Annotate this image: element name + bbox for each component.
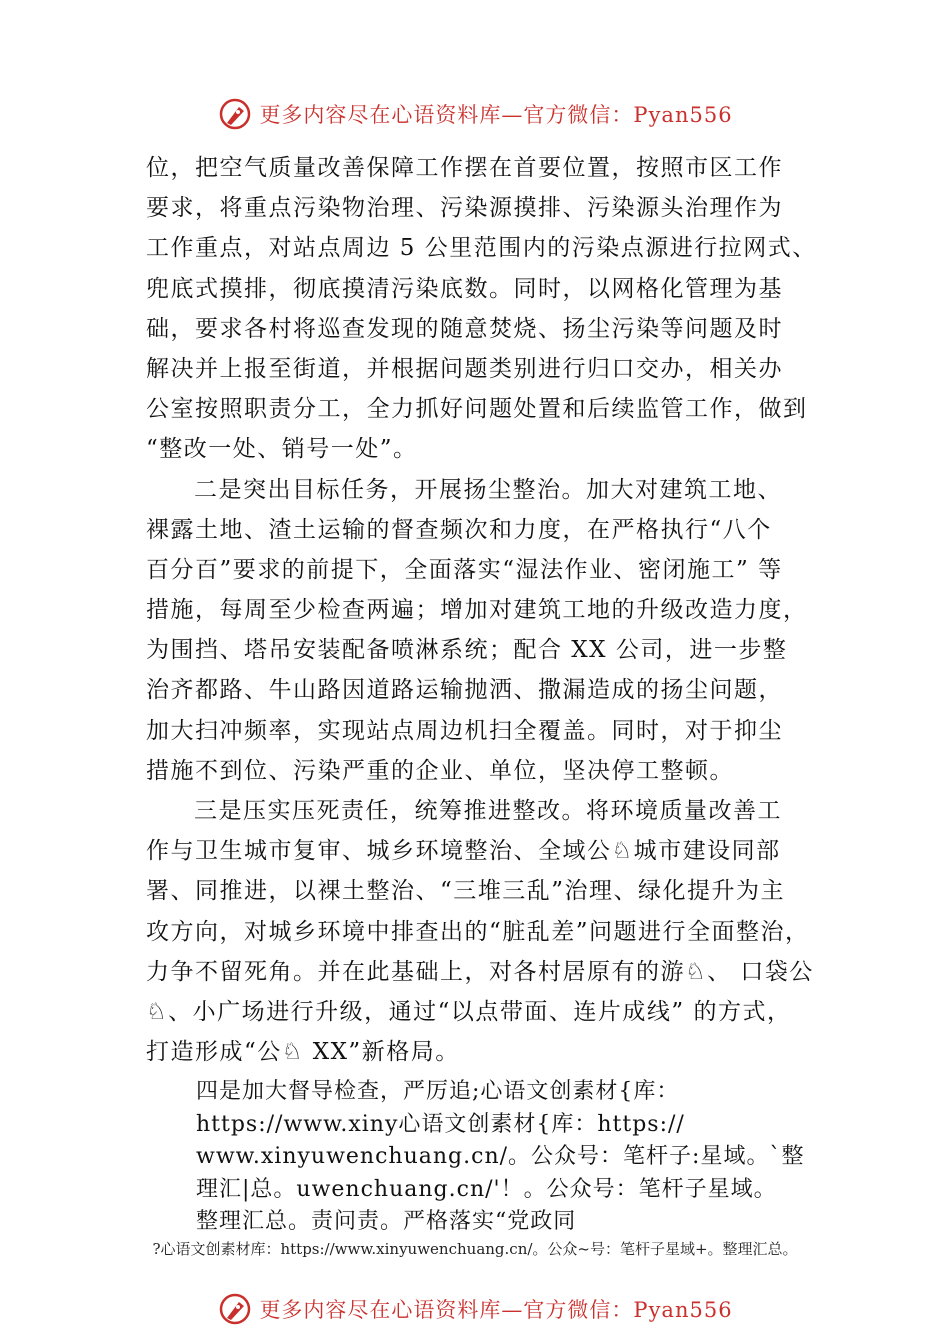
overlay-line: 整理汇总。责问责。严格落实“党政同 (196, 1209, 577, 1234)
body-line: ♘、小广场进行升级，通过“以点带面、连片成线” 的方式， (146, 998, 792, 1025)
body-line: 署、同推进，以裸土整治、“三堆三乱”治理、绿化提升为主 (146, 878, 786, 905)
body-line: 打造形成“公♘ XX”新格局。 (146, 1039, 460, 1066)
body-line: 解决并上报至街道，并根据问题类别进行归口交办，相关办 (146, 355, 783, 382)
body-line: 裸露土地、渣土运输的督查频次和力度，在严格执行“八个 (146, 516, 772, 543)
body-line: 治齐都路、牛山路因道路运输抛洒、撒漏造成的扬尘问题， (146, 677, 783, 704)
body-line: 攻方向，对城乡环境中排查出的“脏乱差”问题进行全面整治， (146, 918, 810, 945)
body-line: 工作重点，对站点周边 5 公里范围内的污染点源进行拉网式、 (146, 235, 817, 262)
body-line: 作与卫生城市复审、城乡环境整治、全域公♘城市建设同部 (146, 838, 781, 865)
paragraph-start-line: 三是压实压死责任，统筹推进整改。将环境质量改善工 (194, 798, 782, 824)
footer-note: ?心语文创素材库：https://www.xinyuwenchuang.cn/。公众~号：笔杆子星域+。整理汇总。 (152, 1240, 798, 1258)
body-line: 为围挡、塔吊安装配备喷淋系统；配合 XX 公司，进一步整 (146, 637, 788, 664)
body-line: 加大扫冲频率，实现站点周边机扫全覆盖。同时，对于抑尘 (146, 717, 783, 744)
body-line: 兜底式摸排，彻底摸清污染底数。同时，以网格化管理为基 (146, 275, 783, 302)
header-banner (0, 92, 950, 136)
body-line: 百分百”要求的前提下，全面落实“湿法作业、密闭施工” 等 (146, 556, 783, 583)
overlay-line: https://www.xiny心语文创素材{库：https:// (196, 1111, 685, 1137)
body-line: 力争不留死角。并在此基础上，对各村居原有的游♘、 口袋公 (146, 958, 814, 985)
header-banner-text: 更多内容尽在心语资料库—官方微信：Pyan556 (259, 103, 733, 127)
paragraph-start-line: 二是突出目标任务，开展扬尘整治。加大对建筑工地、 (194, 476, 782, 503)
body-line: 位，把空气质量改善保障工作摆在首要位置，按照市区工作 (146, 155, 783, 181)
pen-nib-logo-icon (217, 1291, 253, 1327)
body-line: 公室按照职责分工，全力抓好问题处置和后续监管工作，做到 (146, 396, 808, 423)
footer-banner (0, 1287, 950, 1331)
body-line: 措施，每周至少检查两遍；增加对建筑工地的升级改造力度， (146, 597, 808, 624)
pen-nib-logo-icon (217, 96, 253, 132)
watermark-overlay-paragraph (196, 1076, 836, 1239)
document-body (146, 148, 836, 1072)
body-line: 要求，将重点污染物治理、污染源摸排、污染源头治理作为 (146, 195, 783, 222)
footer-banner-text: 更多内容尽在心语资料库—官方微信：Pyan556 (259, 1298, 733, 1322)
body-line: “整改一处、销号一处”。 (146, 436, 418, 463)
body-line: 措施不到位、污染严重的企业、单位，坚决停工整顿。 (146, 757, 734, 784)
overlay-line: 理汇|总。uwenchuang.cn/'！。公众号：笔杆子星域。 (196, 1176, 777, 1202)
body-line: 础，要求各村将巡查发现的随意焚烧、扬尘污染等问题及时 (146, 315, 783, 342)
overlay-line: 四是加大督导检查，严厉追;心语文创素材{库： (196, 1079, 680, 1104)
overlay-line: www.xinyuwenchuang.cn/。公众号：笔杆子:星域。`整 (196, 1144, 805, 1169)
